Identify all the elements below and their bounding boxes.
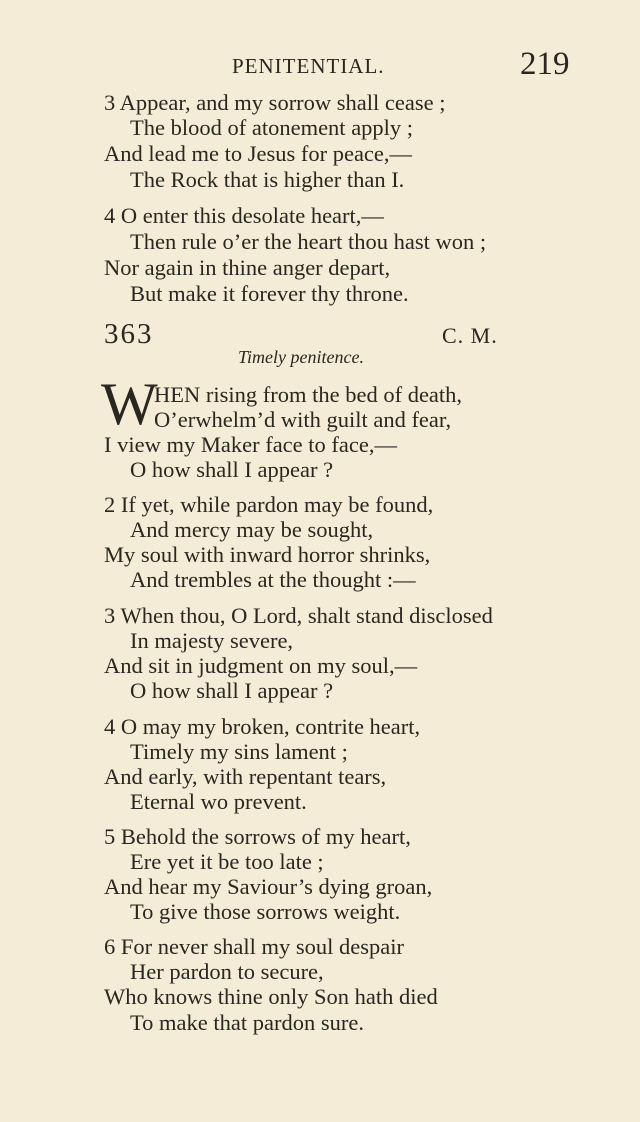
verse-line: But make it forever thy throne. — [130, 281, 409, 306]
verse-line: Eternal wo prevent. — [130, 789, 307, 814]
verse-line: And hear my Saviour’s dying groan, — [104, 874, 433, 899]
verse-line: 4 O may my broken, contrite heart, — [104, 714, 421, 739]
verse-line: And early, with repentant tears, — [104, 764, 387, 789]
hymn-number: 363 — [104, 318, 154, 350]
verse-line: O how shall I appear ? — [130, 457, 334, 482]
verse-line: Who knows thine only Son hath died — [104, 984, 438, 1009]
verse-line: In majesty severe, — [130, 628, 294, 653]
verse-line: Nor again in thine anger depart, — [104, 255, 391, 280]
verse-line: The Rock that is higher than I. — [130, 167, 405, 192]
verse-line: And trembles at the thought :— — [130, 567, 416, 592]
hymn-subtitle: Timely penitence. — [238, 347, 364, 367]
verse-line: O how shall I appear ? — [130, 678, 334, 703]
running-head-title: PENITENTIAL. — [232, 54, 385, 78]
verse-line: I view my Maker face to face,— — [104, 432, 397, 457]
page-number: 219 — [520, 46, 570, 82]
running-head — [0, 46, 640, 90]
verse-line: And sit in judgment on my soul,— — [104, 653, 418, 678]
verse-line: Timely my sins lament ; — [130, 739, 348, 764]
verse-line: 3 When thou, O Lord, shalt stand disclosed — [104, 603, 493, 628]
verse-line: And lead me to Jesus for peace,— — [104, 141, 413, 166]
verse-line: Her pardon to secure, — [130, 959, 324, 984]
verse-line: 2 If yet, while pardon may be found, — [104, 492, 434, 517]
verse-line: HEN rising from the bed of death, — [154, 382, 463, 407]
verse-line: My soul with inward horror shrinks, — [104, 542, 431, 567]
verse-line: 5 Behold the sorrows of my heart, — [104, 824, 411, 849]
verse-line: 6 For never shall my soul despair — [104, 934, 404, 959]
verse-line: To give those sorrows weight. — [130, 899, 401, 924]
verse-line: Ere yet it be too late ; — [130, 849, 324, 874]
verse-line: O’erwhelm’d with guilt and fear, — [154, 407, 452, 432]
verse-line: Then rule o’er the heart thou hast won ; — [130, 229, 487, 254]
verse-line: 3 Appear, and my sorrow shall cease ; — [104, 90, 446, 115]
drop-cap: W — [101, 371, 158, 437]
verse-line: To make that pardon sure. — [130, 1010, 364, 1035]
verse-line: And mercy may be sought, — [130, 517, 374, 542]
hymn-meter: C. M. — [442, 323, 498, 348]
verse-line: The blood of atonement apply ; — [130, 115, 414, 140]
verse-line: 4 O enter this desolate heart,— — [104, 203, 384, 228]
